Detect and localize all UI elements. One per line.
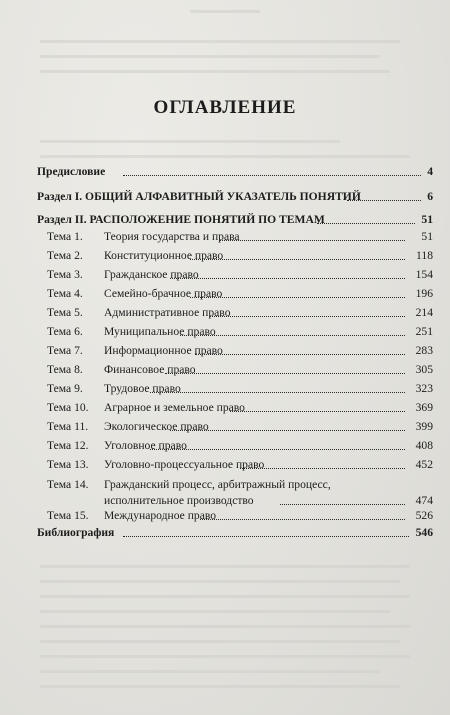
dot-leader <box>123 175 421 176</box>
toc-entry-section-1[interactable] <box>37 190 433 204</box>
toc-topic-row[interactable] <box>0 363 450 377</box>
toc-topic-row[interactable] <box>0 439 450 453</box>
topic-number: Тема 3. <box>47 268 83 281</box>
topic-title: Информационное право <box>104 344 223 357</box>
topic-number: Тема 15. <box>47 509 89 522</box>
dot-leader <box>150 392 405 393</box>
dot-leader <box>165 373 405 374</box>
topic-number: Тема 8. <box>47 363 83 376</box>
topic-title: Международное право <box>104 509 217 522</box>
topic-title: Муниципальное право <box>104 325 216 338</box>
toc-entry-label: Предисловие <box>37 165 106 178</box>
topic-page: 214 <box>415 306 433 319</box>
topic-page: 369 <box>415 401 433 414</box>
toc-topic-row[interactable] <box>0 249 450 263</box>
dot-leader <box>220 240 405 241</box>
toc-topic-row[interactable] <box>0 230 450 244</box>
topic-page: 408 <box>415 439 433 452</box>
dot-leader <box>190 259 405 260</box>
toc-entry-page: 51 <box>421 213 433 226</box>
topic-title: Административное право <box>104 306 231 319</box>
topic-page: 323 <box>415 382 433 395</box>
topic-title: Гражданское право <box>104 268 199 281</box>
dot-leader <box>347 200 421 201</box>
topic-page: 196 <box>415 287 433 300</box>
topic-title-line-1: Гражданский процесс, арбитражный процесс, <box>104 478 331 491</box>
toc-topic-row[interactable] <box>0 478 450 508</box>
topic-number: Тема 12. <box>47 439 89 452</box>
dot-leader <box>123 536 409 537</box>
dot-leader <box>317 223 415 224</box>
toc-entry-bibliography[interactable] <box>37 526 433 540</box>
topic-title: Уголовное право <box>104 439 187 452</box>
topic-title: Уголовно-процессуальное право <box>104 458 265 471</box>
dot-leader <box>240 468 405 469</box>
toc-topic-row[interactable] <box>0 509 450 523</box>
page-title: ОГЛАВЛЕНИЕ <box>153 97 297 118</box>
toc-topic-row[interactable] <box>0 420 450 434</box>
topic-number: Тема 6. <box>47 325 83 338</box>
topic-page: 251 <box>415 325 433 338</box>
topic-page: 452 <box>415 458 433 471</box>
topic-title: Трудовое право <box>104 382 181 395</box>
toc-topic-row[interactable] <box>0 401 450 415</box>
topic-page: 305 <box>415 363 433 376</box>
dot-leader <box>280 504 405 505</box>
topic-title: Теория государства и права <box>104 230 240 243</box>
dot-leader <box>170 278 405 279</box>
topic-number: Тема 10. <box>47 401 89 414</box>
topic-number: Тема 13. <box>47 458 89 471</box>
dot-leader <box>170 430 405 431</box>
dot-leader <box>200 519 405 520</box>
toc-topic-row[interactable] <box>0 287 450 301</box>
topic-page: 526 <box>415 509 433 522</box>
toc-topic-row[interactable] <box>0 382 450 396</box>
topic-title: Финансовое право <box>104 363 196 376</box>
toc-entry-preface[interactable] <box>37 165 433 179</box>
dot-leader <box>180 335 405 336</box>
topic-number: Тема 7. <box>47 344 83 357</box>
toc-topic-row[interactable] <box>0 325 450 339</box>
topic-number: Тема 9. <box>47 382 83 395</box>
toc-entry-label: Раздел I. ОБЩИЙ АЛФАВИТНЫЙ УКАЗАТЕЛЬ ПОНЯТИЙ <box>37 190 361 203</box>
dot-leader <box>230 411 405 412</box>
topic-page: 283 <box>415 344 433 357</box>
topic-title: Конституционное право <box>104 249 224 262</box>
dot-leader <box>150 449 405 450</box>
topic-title: Экологическое право <box>104 420 209 433</box>
toc-entry-label: Раздел II. РАСПОЛОЖЕНИЕ ПОНЯТИЙ ПО ТЕМАМ <box>37 213 325 226</box>
topic-page: 118 <box>416 249 433 262</box>
topic-title: Семейно-брачное право <box>104 287 223 300</box>
toc-entry-page: 4 <box>427 165 433 178</box>
dot-leader <box>195 354 405 355</box>
toc-topic-row[interactable] <box>0 268 450 282</box>
toc-topic-row[interactable] <box>0 344 450 358</box>
toc-topic-row[interactable] <box>0 306 450 320</box>
topic-page: 399 <box>415 420 433 433</box>
topic-number: Тема 4. <box>47 287 83 300</box>
toc-topic-row[interactable] <box>0 458 450 472</box>
topic-number: Тема 1. <box>47 230 83 243</box>
topic-page: 474 <box>415 494 433 507</box>
topic-number: Тема 14. <box>47 478 89 491</box>
topic-page: 51 <box>421 230 433 243</box>
dot-leader <box>190 297 405 298</box>
toc-entry-page: 6 <box>427 190 433 203</box>
topic-title: Аграрное и земельное право <box>104 401 245 414</box>
toc-entry-page: 546 <box>415 526 433 539</box>
topic-number: Тема 5. <box>47 306 83 319</box>
topic-page: 154 <box>415 268 433 281</box>
topic-number: Тема 2. <box>47 249 83 262</box>
topic-number: Тема 11. <box>47 420 89 433</box>
topic-title-line-2: исполнительное производство <box>104 494 254 507</box>
toc-entry-section-2[interactable] <box>37 213 433 227</box>
dot-leader <box>210 316 405 317</box>
toc-entry-label: Библиография <box>37 526 115 539</box>
